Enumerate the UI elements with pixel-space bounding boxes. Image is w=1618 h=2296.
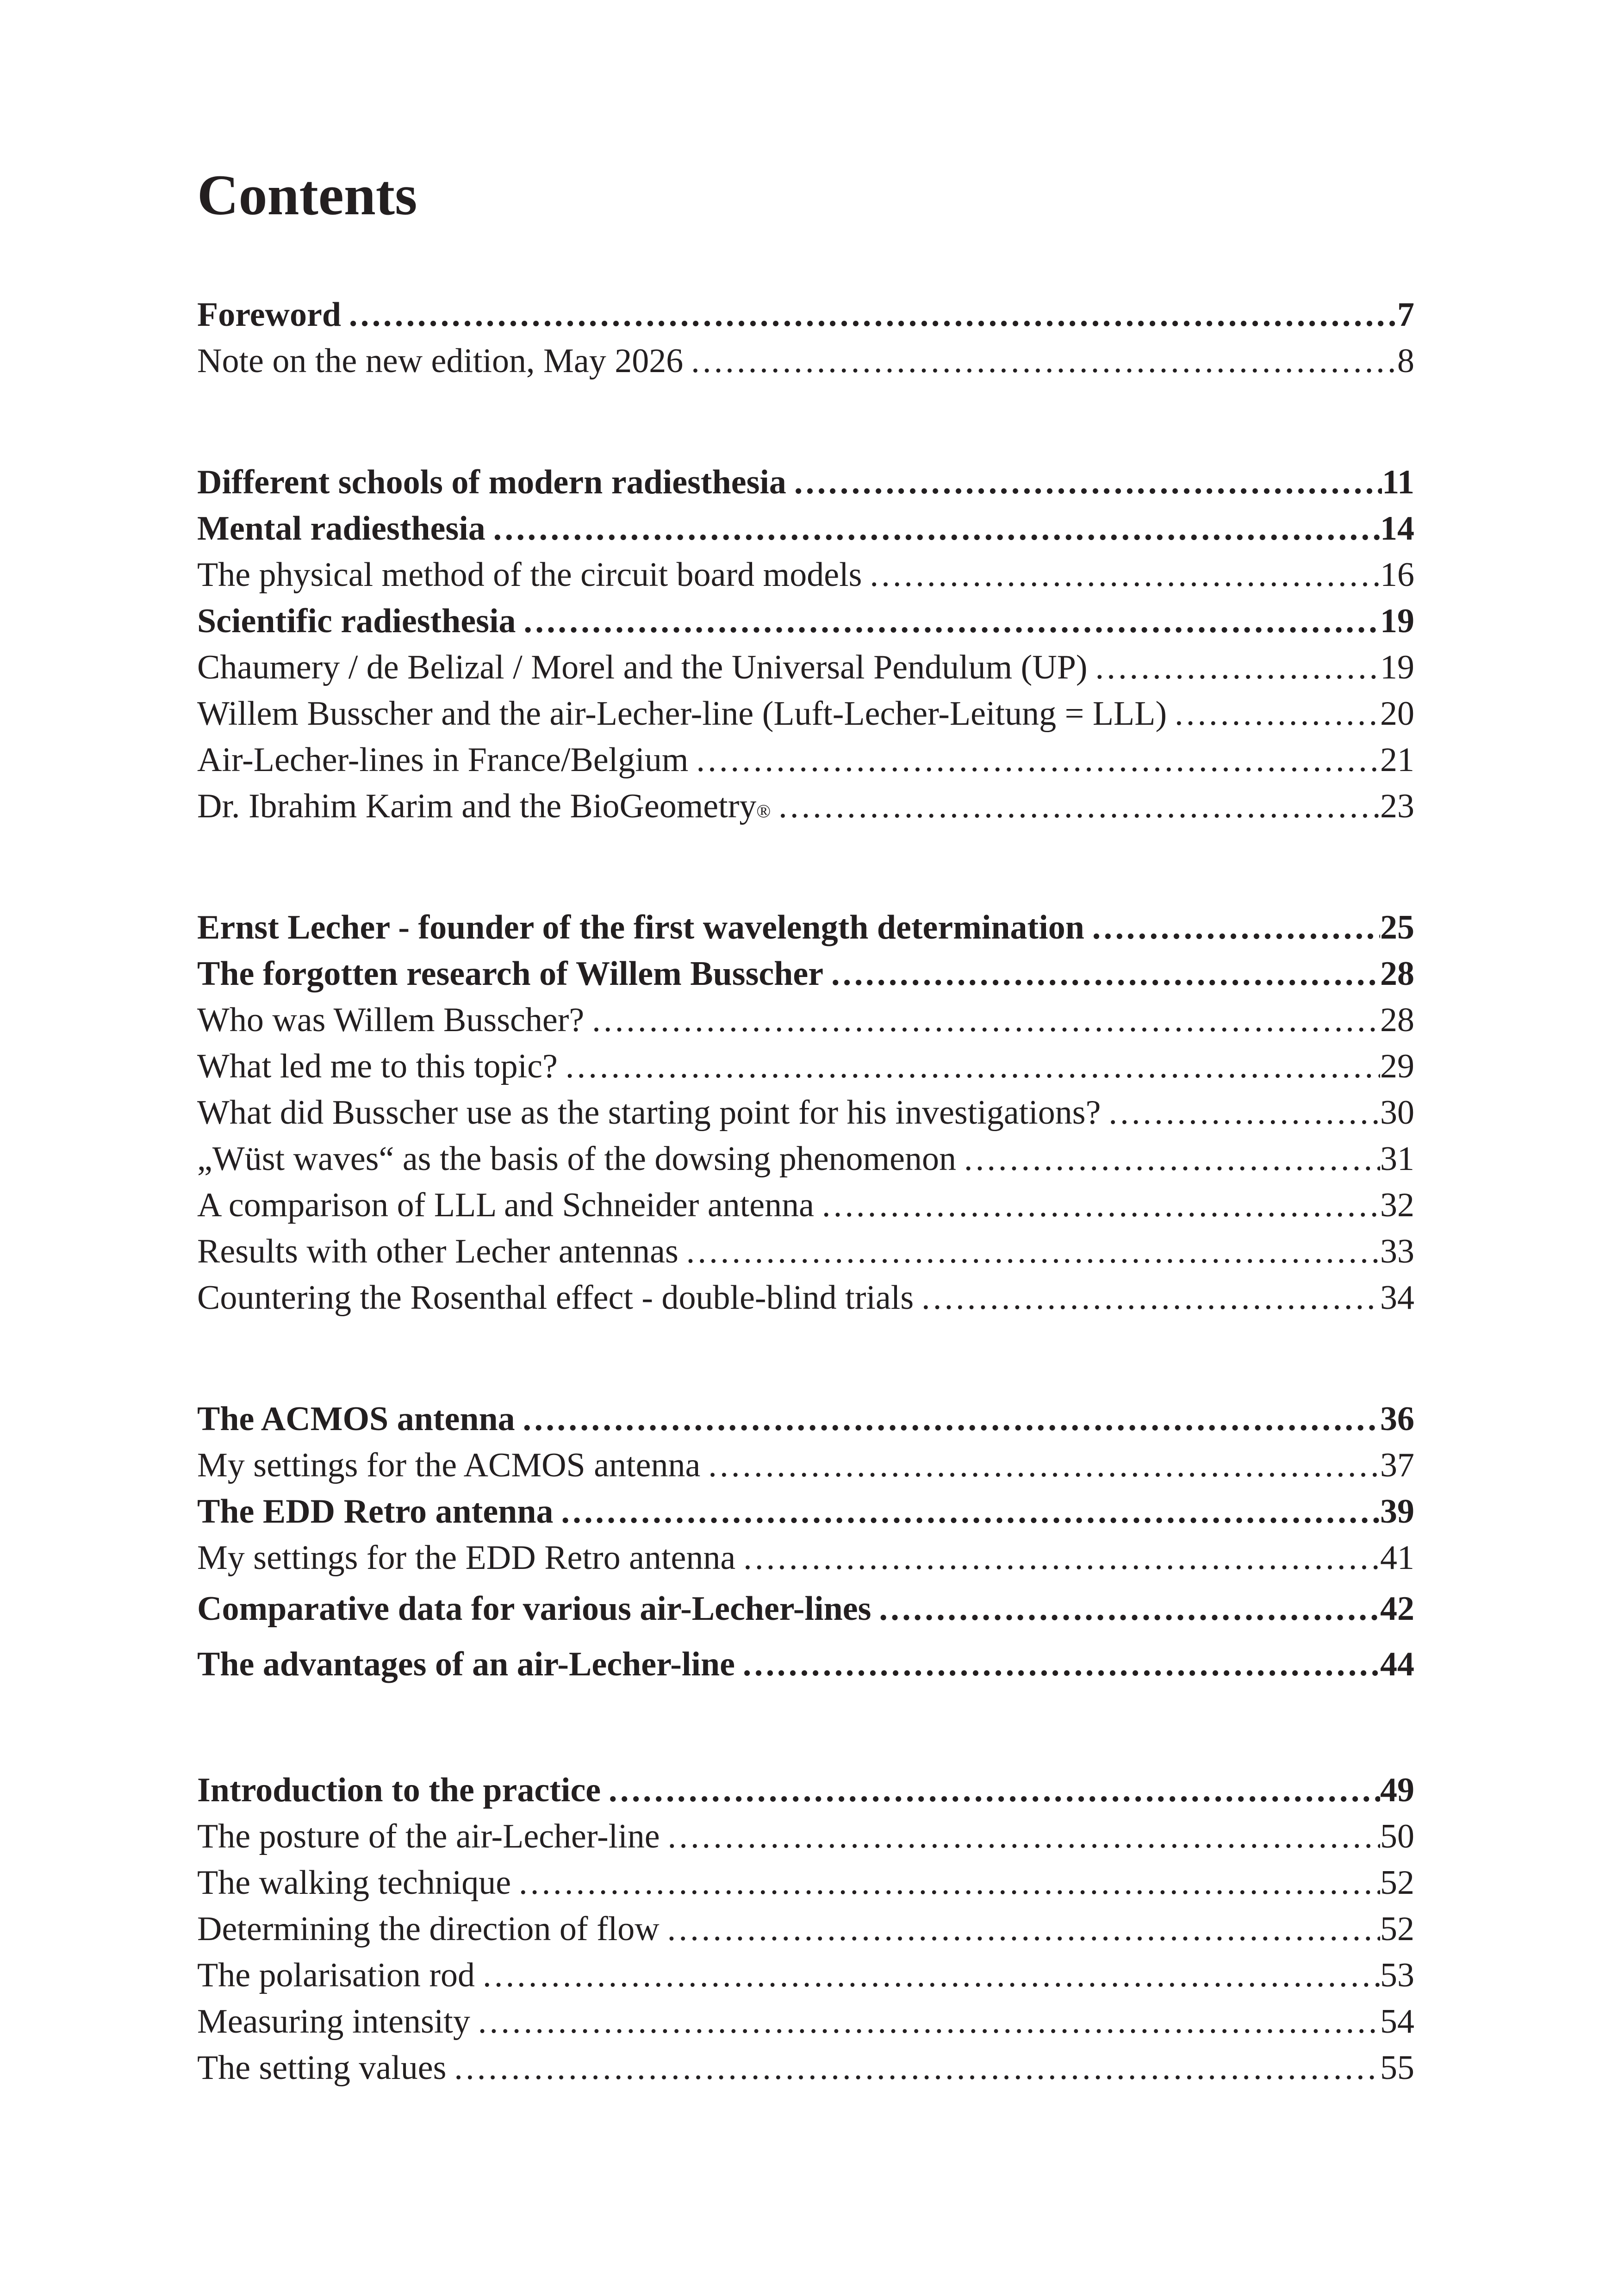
dot-leader — [735, 1535, 1380, 1581]
toc-section — [197, 1767, 1414, 2091]
toc-entry-title: Dr. Ibrahim Karim and the BioGeometry — [197, 787, 757, 825]
toc-entry[interactable] — [197, 1952, 1414, 1998]
toc-entry-page-number: 23 — [1380, 787, 1414, 825]
toc-entry-page-number: 30 — [1380, 1094, 1414, 1132]
toc-entry-page-number: 32 — [1380, 1186, 1414, 1224]
toc-entry[interactable] — [197, 1535, 1414, 1581]
toc-entry[interactable] — [197, 1136, 1414, 1182]
toc-entry-page-number: 52 — [1380, 1864, 1414, 1902]
dot-leader — [688, 737, 1380, 783]
toc-entry-page-number: 25 — [1380, 908, 1414, 946]
toc-entry-page-number: 52 — [1380, 1910, 1414, 1948]
toc-entry[interactable] — [197, 1442, 1414, 1488]
dot-leader — [823, 951, 1380, 997]
toc-entry[interactable] — [197, 1182, 1414, 1228]
toc-entry-page-number: 31 — [1380, 1140, 1414, 1178]
toc-entry-title: Comparative data for various air-Lecher-lines — [197, 1590, 871, 1628]
toc-entry-page-number: 54 — [1380, 2003, 1414, 2041]
dot-leader — [683, 338, 1397, 384]
dot-leader — [601, 1767, 1380, 1813]
toc-entry[interactable] — [197, 598, 1414, 644]
toc-entry-page-number: 36 — [1380, 1400, 1414, 1438]
dot-leader — [475, 1952, 1380, 1998]
dot-leader — [956, 1136, 1380, 1182]
toc-entry-title: The posture of the air-Lecher-line — [197, 1817, 660, 1855]
dot-leader — [735, 1636, 1380, 1692]
toc-entry-page-number: 11 — [1382, 463, 1414, 501]
toc-entry-title: What led me to this topic? — [197, 1047, 558, 1085]
toc-entry[interactable] — [197, 1581, 1414, 1636]
dot-leader — [700, 1442, 1380, 1488]
toc-entry-page-number: 29 — [1380, 1047, 1414, 1085]
toc-entry-title: The walking technique — [197, 1864, 511, 1902]
toc-entry[interactable] — [197, 951, 1414, 997]
toc-entry-title: Willem Busscher and the air-Lecher-line (Luft-Lecher-Leitung = LLL) — [197, 695, 1167, 733]
toc-entry-page-number: 42 — [1380, 1590, 1414, 1628]
toc-entry-page-number: 53 — [1380, 1956, 1414, 1994]
toc-entry[interactable] — [197, 1906, 1414, 1952]
toc-entry-title: The polarisation rod — [197, 1956, 475, 1994]
toc-entry-title: My settings for the EDD Retro antenna — [197, 1539, 736, 1577]
toc-entry[interactable] — [197, 1396, 1414, 1442]
dot-leader — [470, 1998, 1380, 2045]
toc-entry[interactable] — [197, 2045, 1414, 2091]
dot-leader — [553, 1488, 1380, 1535]
toc-entry[interactable] — [197, 1275, 1414, 1321]
toc-entry[interactable] — [197, 1228, 1414, 1275]
toc-entry-page-number: 50 — [1380, 1817, 1414, 1855]
toc-entry-page-number: 37 — [1380, 1446, 1414, 1484]
toc-entry-title: The forgotten research of Willem Busscher — [197, 955, 824, 993]
dot-leader — [814, 1182, 1380, 1228]
toc-entry-title: „Wüst waves“ as the basis of the dowsing phenomenon — [197, 1140, 956, 1178]
table-of-contents — [197, 292, 1414, 2166]
toc-entry-page-number: 55 — [1380, 2049, 1414, 2087]
toc-entry-page-number: 28 — [1380, 1001, 1414, 1039]
toc-entry[interactable] — [197, 997, 1414, 1043]
dot-leader — [678, 1228, 1380, 1275]
toc-section — [197, 1396, 1414, 1692]
dot-leader — [558, 1043, 1380, 1089]
toc-entry-title: Note on the new edition, May 2026 — [197, 342, 684, 380]
toc-entry-title: Mental radiesthesia — [197, 510, 485, 548]
toc-entry[interactable] — [197, 292, 1414, 338]
toc-entry[interactable] — [197, 904, 1414, 951]
toc-entry-page-number: 20 — [1380, 695, 1414, 733]
toc-entry[interactable] — [197, 1488, 1414, 1535]
toc-entry-title: Introduction to the practice — [197, 1771, 601, 1809]
toc-entry-page-number: 44 — [1380, 1645, 1414, 1683]
toc-section — [197, 904, 1414, 1321]
toc-entry-title: The ACMOS antenna — [197, 1400, 515, 1438]
toc-entry[interactable] — [197, 552, 1414, 598]
dot-leader — [1101, 1089, 1380, 1136]
toc-entry-title: The physical method of the circuit board models — [197, 556, 862, 594]
dot-leader — [660, 1906, 1380, 1952]
toc-entry-title: Air-Lecher-lines in France/Belgium — [197, 741, 689, 779]
dot-leader — [485, 505, 1380, 552]
toc-entry[interactable] — [197, 1636, 1414, 1692]
toc-entry-page-number: 8 — [1397, 342, 1414, 380]
toc-entry[interactable] — [197, 459, 1414, 505]
toc-entry-page-number: 49 — [1380, 1771, 1414, 1809]
dot-leader — [771, 783, 1380, 829]
toc-entry-title: Results with other Lecher antennas — [197, 1232, 678, 1270]
toc-entry-title: What did Busscher use as the starting point for his investigations? — [197, 1094, 1101, 1132]
toc-entry-page-number: 34 — [1380, 1279, 1414, 1317]
dot-leader — [1084, 904, 1380, 951]
toc-entry-page-number: 21 — [1380, 741, 1414, 779]
toc-entry-title: Countering the Rosenthal effect - double-blind trials — [197, 1279, 914, 1317]
toc-entry-title: Foreword — [197, 296, 341, 334]
dot-leader — [511, 1860, 1380, 1906]
dot-leader — [914, 1275, 1380, 1321]
toc-entry-title: Who was Willem Busscher? — [197, 1001, 585, 1039]
toc-entry-page-number: 14 — [1380, 510, 1414, 548]
toc-entry-title: Chaumery / de Belizal / Morel and the Universal Pendulum (UP) — [197, 648, 1088, 686]
toc-entry-page-number: 19 — [1380, 602, 1414, 640]
toc-entry-title: The advantages of an air-Lecher-line — [197, 1645, 735, 1683]
toc-section — [197, 292, 1414, 384]
toc-entry-page-number: 33 — [1380, 1232, 1414, 1270]
toc-entry-title: A comparison of LLL and Schneider antenna — [197, 1186, 814, 1224]
dot-leader — [862, 552, 1380, 598]
toc-entry-title: The setting values — [197, 2049, 447, 2087]
toc-entry-title: Different schools of modern radiesthesia — [197, 463, 786, 501]
toc-entry-page-number: 16 — [1380, 556, 1414, 594]
toc-entry-title: Determining the direction of flow — [197, 1910, 660, 1948]
dot-leader — [515, 1396, 1380, 1442]
toc-entry[interactable]: Dr. Ibrahim Karim and the BioGeometry ® …………………………………………………………………………………………………………………………………………………………………………………………… 23 — [197, 783, 1414, 829]
toc-entry-title: My settings for the ACMOS antenna — [197, 1446, 701, 1484]
toc-entry[interactable] — [197, 691, 1414, 737]
toc-entry-page-number: 19 — [1380, 648, 1414, 686]
dot-leader — [446, 2045, 1380, 2091]
toc-entry[interactable] — [197, 737, 1414, 783]
toc-entry[interactable] — [197, 1767, 1414, 1813]
dot-leader — [584, 997, 1380, 1043]
toc-entry-title: Ernst Lecher - founder of the first wavelength determination — [197, 908, 1084, 946]
toc-section — [197, 459, 1414, 829]
page-title: Contents — [197, 163, 417, 227]
toc-entry[interactable] — [197, 1089, 1414, 1136]
toc-entry[interactable] — [197, 338, 1414, 384]
toc-entry-page-number: 7 — [1397, 296, 1414, 334]
dot-leader — [341, 292, 1397, 338]
toc-entry[interactable] — [197, 644, 1414, 691]
dot-leader — [660, 1813, 1380, 1860]
toc-entry-title: Scientific radiesthesia — [197, 602, 516, 640]
dot-leader — [516, 598, 1380, 644]
toc-entry[interactable] — [197, 505, 1414, 552]
toc-entry[interactable] — [197, 1813, 1414, 1860]
dot-leader — [786, 459, 1382, 505]
toc-entry[interactable] — [197, 1043, 1414, 1089]
dot-leader — [1167, 691, 1380, 737]
toc-entry-page-number: 28 — [1380, 955, 1414, 993]
dot-leader — [1088, 644, 1380, 691]
toc-entry[interactable] — [197, 1998, 1414, 2045]
toc-entry-title: Measuring intensity — [197, 2003, 470, 2041]
toc-entry-page-number: 39 — [1380, 1493, 1414, 1531]
dot-leader — [871, 1581, 1380, 1636]
toc-entry[interactable] — [197, 1860, 1414, 1906]
toc-entry-page-number: 41 — [1380, 1539, 1414, 1577]
toc-entry-title: The EDD Retro antenna — [197, 1493, 554, 1531]
